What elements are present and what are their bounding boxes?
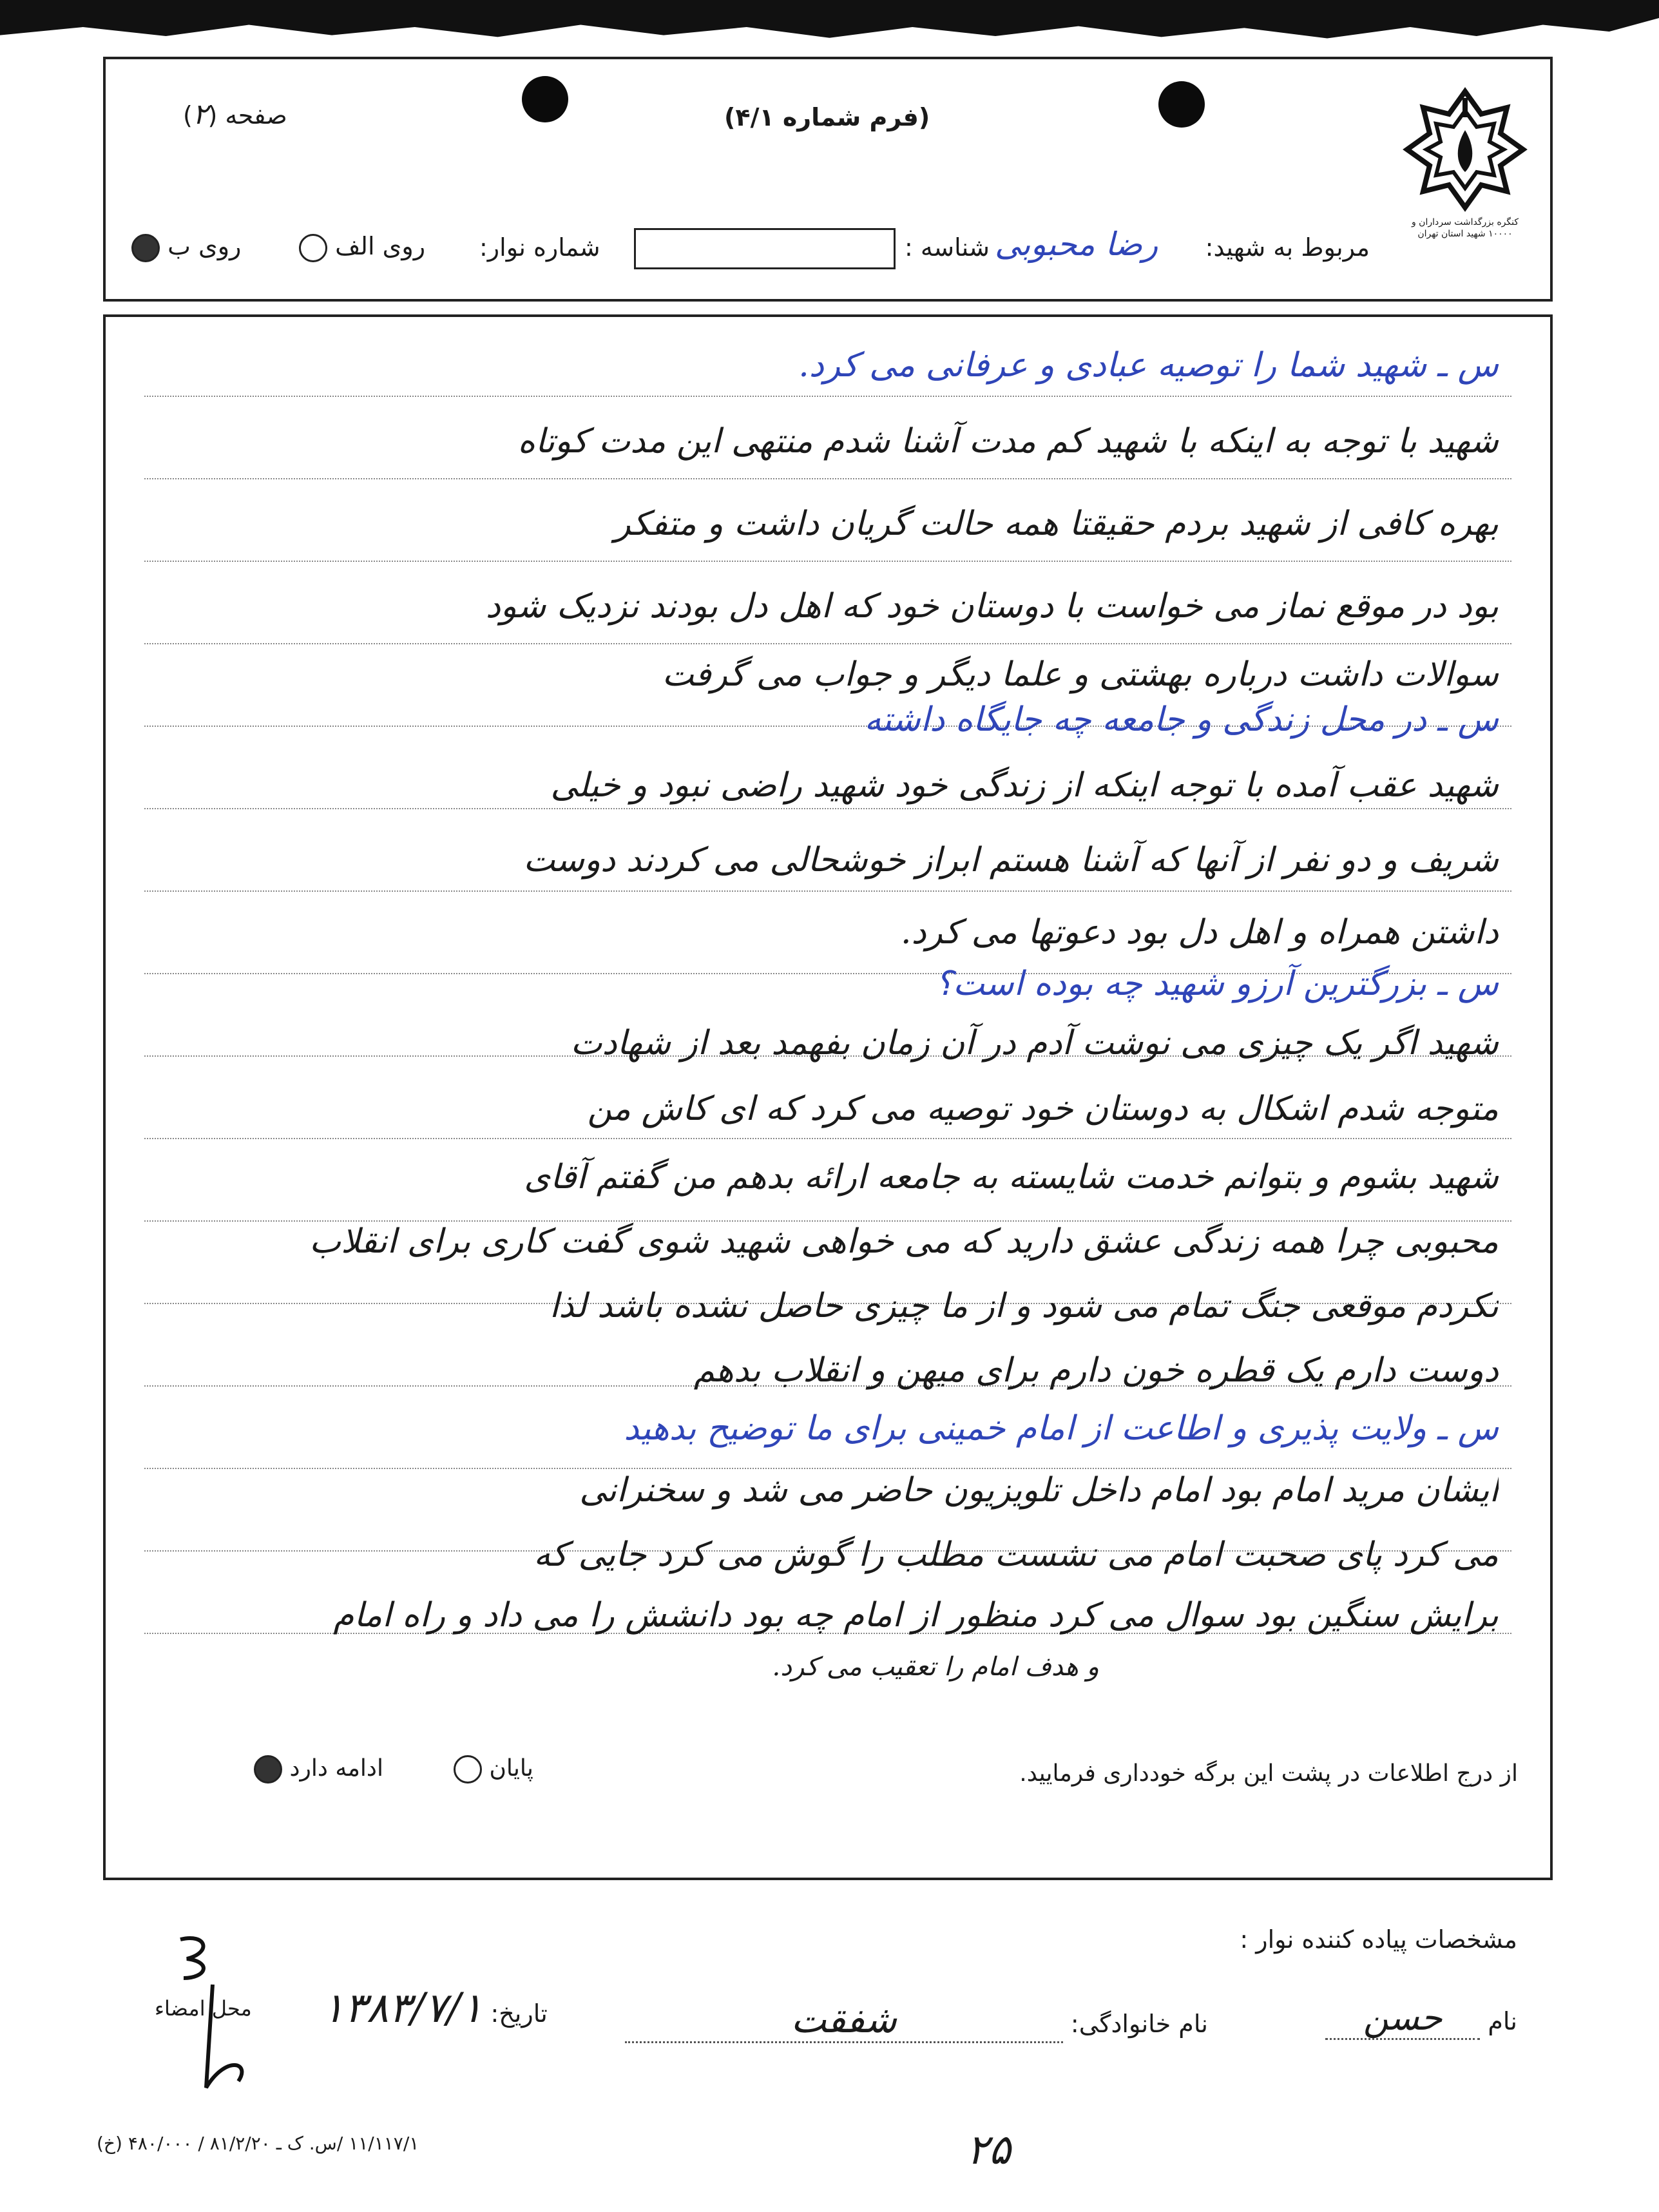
end-option[interactable]: [454, 1755, 533, 1784]
ruled-line: [144, 890, 1511, 892]
transcriber-name-row: [1325, 1997, 1517, 2040]
tape-label: شماره نوار:: [479, 233, 600, 262]
print-code: ۱۱/۱۱۷/۱ /س. ک ـ ۸۱/۲/۲۰ / ۴۸۰/۰۰۰ (خ): [97, 2133, 419, 2154]
question-line: س ـ شهید شما را توصیه عبادی و عرفانی می کرد.: [798, 346, 1499, 385]
name-label: نام: [1488, 2007, 1517, 2035]
martyr-label: مربوط به شهید:: [1205, 233, 1370, 262]
logo-caption: کنگره بزرگداشت سرداران و ۱۰۰۰۰ شهید استان تهران: [1411, 217, 1519, 239]
ruled-line: [144, 643, 1511, 644]
answer-line: داشتن همراه و اهل دل بود دعوتها می کرد.: [900, 913, 1499, 952]
ruled-line: [144, 396, 1511, 397]
answer-line: شهید اگر یک چیزی می نوشت آدم در آن زمان بفهمد بعد از شهادت: [570, 1024, 1499, 1063]
id-field[interactable]: [634, 228, 896, 269]
answer-line: دوست دارم یک قطره خون دارم برای میهن و انقلاب بدهم: [693, 1351, 1499, 1390]
transcript-body: [103, 314, 1553, 1880]
family-value: شفقت: [791, 1997, 897, 2041]
footer-note: از درج اطلاعات در پشت این برگه خودداری فرمایید.: [1019, 1760, 1518, 1787]
signature-label: محل امضاء: [155, 1996, 252, 2021]
answer-line: سوالات داشت درباره بهشتی و علما دیگر و جواب می گرفت: [662, 655, 1499, 694]
side-b-label: روی ب: [168, 232, 242, 260]
signature-mark: [168, 1927, 271, 2101]
emblem-icon: [1401, 85, 1530, 214]
date-label: تاریخ:: [490, 1999, 548, 2028]
continues-option[interactable]: [254, 1755, 383, 1784]
question-line: س ـ ولایت پذیری و اطاعت از امام خمینی برای ما توضیح بدهید: [624, 1409, 1499, 1448]
ruled-line: [144, 478, 1511, 479]
end-radio[interactable]: [454, 1755, 482, 1784]
answer-line: می کرد پای صحبت امام می نشست مطلب را گوش می کرد جایی که: [533, 1535, 1499, 1574]
date-row: [322, 1985, 548, 2032]
torn-paper-edge: [0, 0, 1659, 45]
id-label: شناسه :: [905, 233, 990, 262]
form-header: [103, 57, 1553, 302]
side-b-option[interactable]: [131, 232, 241, 262]
side-a-option[interactable]: [299, 232, 425, 262]
answer-line: محبوبی چرا همه زندگی عشق دارید که می خواهی شهید شوی گفت کاری برای انقلاب: [309, 1222, 1499, 1261]
martyr-name: رضا محبوبی: [995, 226, 1158, 263]
ruled-line: [144, 1138, 1511, 1139]
answer-line: شهید بشوم و بتوانم خدمت شایسته به جامعه ارائه بدهم من گفتم آقای: [524, 1158, 1499, 1197]
side-b-radio[interactable]: [131, 234, 160, 262]
transcriber-family-row: [625, 1997, 1208, 2043]
name-value: حسن: [1363, 1997, 1443, 2038]
page-label: صفحه: [225, 101, 287, 130]
page-indicator: صفحه (۲): [183, 98, 287, 131]
question-line: س ـ بزرگترین آرزو شهید چه بوده است؟: [935, 965, 1499, 1003]
question-line: س ـ در محل زندگی و جامعه چه جایگاه داشته: [864, 700, 1499, 739]
answer-line: بهره کافی از شهید بردم حقیقتا همه حالت گریان داشت و متفکر: [614, 505, 1499, 543]
end-label: پایان: [489, 1755, 533, 1782]
form-number: (فرم شماره ۴/۱): [724, 103, 930, 131]
answer-line: و هدف امام را تعقیب می کرد.: [772, 1652, 1099, 1682]
date-value: ۱۳۸۳/۷/۱: [322, 1985, 483, 2032]
answer-line: متوجه شدم اشکال به دوستان خود توصیه می کرد که ای کاش من: [587, 1090, 1499, 1128]
page-number: ۲: [192, 98, 208, 131]
ruled-line: [144, 561, 1511, 562]
congress-logo: [1401, 85, 1530, 240]
side-a-radio[interactable]: [299, 234, 327, 262]
continues-radio[interactable]: [254, 1755, 282, 1784]
answer-line: شهید با توجه به اینکه با شهید کم مدت آشنا شدم منتهی این مدت کوتاه: [517, 422, 1499, 461]
ruled-line: [144, 808, 1511, 809]
answer-line: برایش سنگین بود سوال می کرد منظور از امام چه بود دانشش را می داد و راه امام: [333, 1596, 1499, 1635]
answer-line: نکردم موقعی جنگ تمام می شود و از ما چیزی حاصل نشده باشد لذا: [549, 1287, 1499, 1325]
answer-line: شهید عقب آمده با توجه اینکه از زندگی خود شهید راضی نبود و خیلی: [550, 766, 1499, 805]
continues-label: ادامه دارد: [289, 1755, 383, 1782]
transcriber-section-label: مشخصات پیاده کننده نوار :: [1240, 1925, 1517, 1954]
answer-line: ایشان مرید امام بود امام داخل تلویزیون حاضر می شد و سخنرانی: [579, 1471, 1499, 1510]
side-a-label: روی الف: [335, 232, 426, 260]
family-label: نام خانوادگی:: [1070, 2010, 1208, 2038]
answer-line: بود در موقع نماز می خواست با دوستان خود که اهل دل بودند نزدیک شود: [485, 587, 1499, 626]
handwritten-page-number: ۲۵: [966, 2126, 1011, 2174]
answer-line: شریف و دو نفر از آنها که آشنا هستم ابراز خوشحالی می کردند دوست: [523, 841, 1499, 880]
